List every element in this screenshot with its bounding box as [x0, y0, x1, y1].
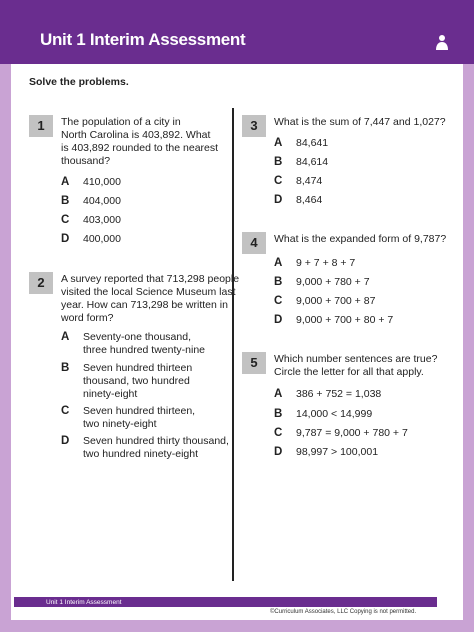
option-letter: D	[274, 194, 283, 206]
question-stem: A survey reported that 713,298 people visited the local Science Museum last year. How can 713,298 be written in word form?	[61, 273, 240, 324]
question-number: 3	[242, 115, 266, 137]
option-letter: C	[274, 175, 283, 187]
option-letter: B	[274, 276, 283, 288]
person-icon	[435, 34, 449, 50]
option-text: 8,474	[296, 175, 323, 187]
copyright-notice: ©Curriculum Associates, LLC Copying is not permitted.	[270, 609, 417, 615]
option-text: 403,000	[83, 214, 121, 226]
option-letter: C	[274, 295, 283, 307]
option-letter: B	[274, 408, 283, 420]
footer-label: Unit 1 Interim Assessment	[46, 599, 122, 606]
option-letter: C	[61, 214, 70, 226]
instructions: Solve the problems.	[29, 76, 129, 88]
header-bar	[0, 0, 474, 64]
option-letter: B	[274, 156, 283, 168]
option-text: 404,000	[83, 195, 121, 207]
option-text: 386 + 752 = 1,038	[296, 388, 382, 400]
option-letter: A	[274, 388, 283, 400]
option-letter: D	[61, 233, 70, 245]
page-title: Unit 1 Interim Assessment	[40, 30, 246, 49]
option-text: 84,641	[296, 137, 329, 149]
option-text: Seven hundred thirty thousand, two hundred ninety-eight	[83, 435, 229, 460]
option-letter: B	[61, 195, 70, 207]
option-text: 9,000 + 700 + 87	[296, 295, 376, 307]
option-letter: C	[274, 427, 283, 439]
option-letter: B	[61, 362, 70, 374]
worksheet-page	[11, 64, 463, 620]
option-text: Seven hundred thirteen, two ninety-eight	[83, 405, 196, 430]
option-text: 9,000 + 700 + 80 + 7	[296, 314, 394, 326]
option-letter: A	[61, 331, 70, 343]
option-text: 9,787 = 9,000 + 780 + 7	[296, 427, 408, 439]
question-stem: What is the expanded form of 9,787?	[274, 233, 447, 245]
option-text: 14,000 < 14,999	[296, 408, 373, 420]
option-text: 84,614	[296, 156, 329, 168]
option-letter: A	[274, 257, 283, 269]
option-letter: D	[274, 446, 283, 458]
option-text: 9 + 7 + 8 + 7	[296, 257, 356, 269]
option-letter: D	[61, 435, 70, 447]
option-letter: A	[61, 176, 70, 188]
option-text: 8,464	[296, 194, 323, 206]
option-letter: C	[61, 405, 70, 417]
question-number: 5	[242, 352, 266, 374]
option-text: Seventy-one thousand, three hundred twenty-nine	[83, 331, 205, 356]
question-stem: The population of a city in North Carolina is 403,892. What is 403,892 rounded to the nearest thousand?	[61, 116, 219, 167]
question-stem: Which number sentences are true? Circle the letter for all that apply.	[274, 353, 438, 378]
page-number: 34	[17, 598, 29, 609]
question-number: 4	[242, 232, 266, 254]
question-number: 2	[29, 272, 53, 294]
option-text: 98,997 > 100,001	[296, 446, 379, 458]
option-letter: D	[274, 314, 283, 326]
question-stem: What is the sum of 7,447 and 1,027?	[274, 116, 446, 128]
question-number: 1	[29, 115, 53, 137]
option-text: 410,000	[83, 176, 121, 188]
option-text: Seven hundred thirteen thousand, two hundred ninety-eight	[83, 362, 193, 400]
option-text: 9,000 + 780 + 7	[296, 276, 370, 288]
option-letter: A	[274, 137, 283, 149]
option-text: 400,000	[83, 233, 121, 245]
column-divider	[232, 108, 234, 581]
